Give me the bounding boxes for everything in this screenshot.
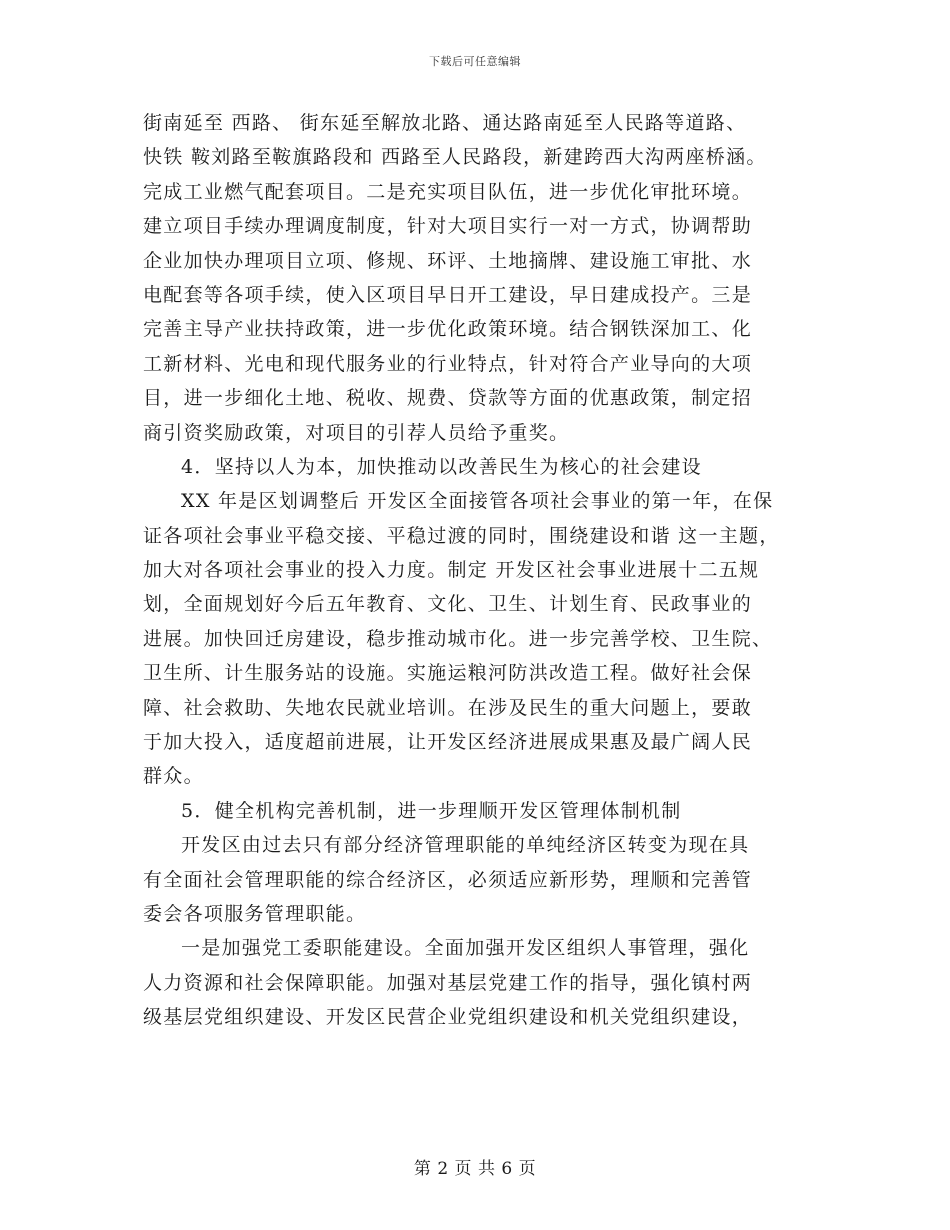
text-line: XX 年是区划调整后 开发区全面接管各项社会事业的第一年，在保 bbox=[181, 490, 774, 513]
text-line: 企业加快办理项目立项、修规、环评、土地摘牌、建设施工审批、水 bbox=[143, 249, 753, 272]
text-line: 开发区由过去只有部分经济管理职能的单纯经济区转变为现在具 bbox=[181, 834, 750, 857]
section-heading: 4．坚持以人为本，加快推动以改善民生为核心的社会建设 bbox=[181, 455, 702, 478]
text-line: 快铁 鞍刘路至鞍旗路段和 西路至人民路段，新建跨西大沟两座桥涵。 bbox=[143, 146, 767, 169]
document-body bbox=[143, 106, 813, 1035]
text-line: 一是加强党工委职能建设。全面加强开发区组织人事管理，强化 bbox=[181, 937, 750, 960]
text-line: 划，全面规划好今后五年教育、文化、卫生、计划生育、民政事业的 bbox=[143, 593, 753, 616]
text-line: 于加大投入，适度超前进展，让开发区经济进展成果惠及最广阔人民 bbox=[143, 731, 753, 754]
text-line: 加大对各项社会事业的投入力度。制定 开发区社会事业进展十二五规 bbox=[143, 559, 760, 582]
text-line: 群众。 bbox=[143, 765, 204, 788]
text-line: 街南延至 西路、 街东延至解放北路、通达路南延至人民路等道路、 bbox=[143, 112, 747, 134]
text-line: 工新材料、光电和现代服务业的行业特点，针对符合产业导向的大项 bbox=[143, 352, 753, 375]
text-line: 级基层党组织建设、开发区民营企业党组织建设和机关党组织建设， bbox=[143, 1006, 753, 1029]
text-line: 人力资源和社会保障职能。加强对基层党建工作的指导，强化镇村两 bbox=[143, 971, 753, 994]
page-header: 下载后可任意编辑 bbox=[429, 55, 521, 68]
text-line: 障、社会救助、失地农民就业培训。在涉及民生的重大问题上，要敢 bbox=[143, 696, 753, 719]
text-line: 电配套等各项手续，使入区项目早日开工建设，早日建成投产。三是 bbox=[143, 283, 753, 306]
text-line: 委会各项服务管理职能。 bbox=[143, 902, 367, 925]
text-line: 完成工业燃气配套项目。二是充实项目队伍，进一步优化审批环境。 bbox=[143, 180, 753, 203]
page-number: 第 2 页 共 6 页 bbox=[413, 1159, 537, 1179]
text-line: 证各项社会事业平稳交接、平稳过渡的同时，围绕建设和谐 这一主题， bbox=[143, 524, 780, 547]
text-line: 有全面社会管理职能的综合经济区，必须适应新形势，理顺和完善管 bbox=[143, 868, 753, 891]
text-line: 商引资奖励政策，对项目的引荐人员给予重奖。 bbox=[143, 421, 570, 444]
text-line: 建立项目手续办理调度制度，针对大项目实行一对一方式，协调帮助 bbox=[143, 215, 753, 238]
text-line: 目，进一步细化土地、税收、规费、贷款等方面的优惠政策，制定招 bbox=[143, 387, 753, 410]
text-line: 进展。加快回迁房建设，稳步推动城市化。进一步完善学校、卫生院、 bbox=[143, 627, 773, 650]
text-line: 卫生所、计生服务站的设施。实施运粮河防洪改造工程。做好社会保 bbox=[143, 662, 753, 685]
section-heading: 5．健全机构完善机制，进一步理顺开发区管理体制机制 bbox=[181, 799, 682, 822]
text-line: 完善主导产业扶持政策，进一步优化政策环境。结合钢铁深加工、化 bbox=[143, 318, 753, 341]
